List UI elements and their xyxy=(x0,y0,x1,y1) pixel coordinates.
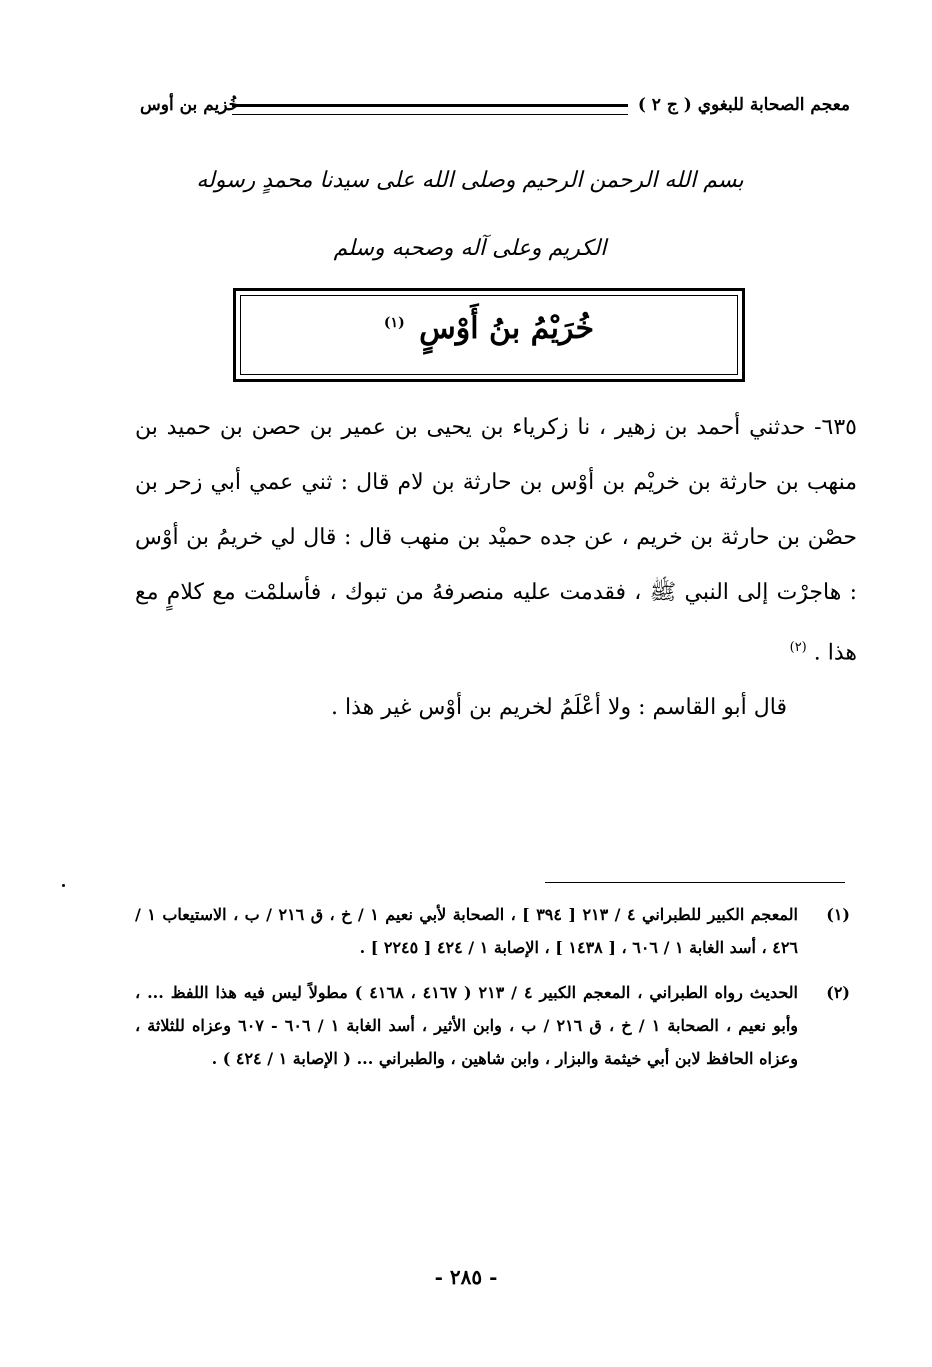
header-rule xyxy=(232,104,628,115)
footnote-ref-2: (٢) xyxy=(789,640,807,655)
footnote-number: (٢) xyxy=(826,983,850,1002)
entry-name-heading xyxy=(236,311,742,346)
basmala-line-2: الكريم وعلى آله وصحبه وسلم xyxy=(333,236,607,261)
footnotes xyxy=(135,898,850,1087)
closing-remark: قال أبو القاسم : ولا أعْلَمُ لخريم بن أوْس غير هذا . xyxy=(330,695,787,721)
scan-speck xyxy=(62,884,65,887)
footnote-text: المعجم الكبير للطبراني ٤ / ٢١٣ [ ٣٩٤ ] ، الصحابة لأبي نعيم ١ / خ ، ق ٢١٦ / ب ، الاستيعاب ١ / ٤٢٦ ، أسد الغابة ١ / ٦٠٦ ، [ ١٤٣٨ ] ، الإصابة ١ / ٤٢٤ [ ٢٢٤٥ ] . xyxy=(135,905,798,957)
footnote-text: الحديث رواه الطبراني ، المعجم الكبير ٤ / ٢١٣ ( ٤١٦٧ ، ٤١٦٨ ) مطولاً ليس فيه هذا اللفظ ... ، وأبو نعيم ، الصحابة ١ / خ ، ق ٢١٦ / ب ، وابن الأثير ، أسد الغابة ١ / ٦٠٦ - ٦٠٧ وعزاه للثلاثة ، وعزاه الحافظ لابن أبي خيثمة والبزار ، وابن شاهين ، والطبراني ... ( الإصابة ١ / ٤٢٤ ) . xyxy=(135,983,798,1068)
footnote-separator xyxy=(545,882,845,883)
footnote-2 xyxy=(135,976,850,1075)
footnote-mark: (١) xyxy=(383,315,405,331)
hadith-paragraph xyxy=(135,400,857,680)
basmala-line-1: بسم الله الرحمن الرحيم وصلى الله على سيدنا محمدٍ رسوله xyxy=(196,168,744,193)
footnote-number: (١) xyxy=(826,905,850,924)
hadith-text: ٦٣٥- حدثني أحمد بن زهير ، نا زكرياء بن يحيى بن عمير بن حصن بن حميد بن منهب بن حارثة بن خريْم بن أوْس بن حارثة بن لام قال : ثني عمي أبي زحر بن حصْن بن حارثة بن خريم ، عن جده حميْد بن منهب قال : قال لي خريمُ بن أوْس : هاجرْت إلى النبي ﷺ ، فقدمت عليه منصرفهُ من تبوك ، فأسلمْت مع كلامٍ مع هذا . xyxy=(135,415,857,666)
page-number: - ٢٨٥ - xyxy=(434,1265,498,1289)
running-header xyxy=(140,95,850,125)
entry-title: خُزيم بن أوس xyxy=(140,95,240,115)
footnote-1 xyxy=(135,898,850,964)
entry-title-box xyxy=(233,288,745,382)
entry-name: خُرَيْمُ بنُ أَوْسٍ xyxy=(419,311,595,346)
book-title: معجم الصحابة للبغوي ( ج ٢ ) xyxy=(637,95,850,115)
main-text xyxy=(135,400,857,735)
